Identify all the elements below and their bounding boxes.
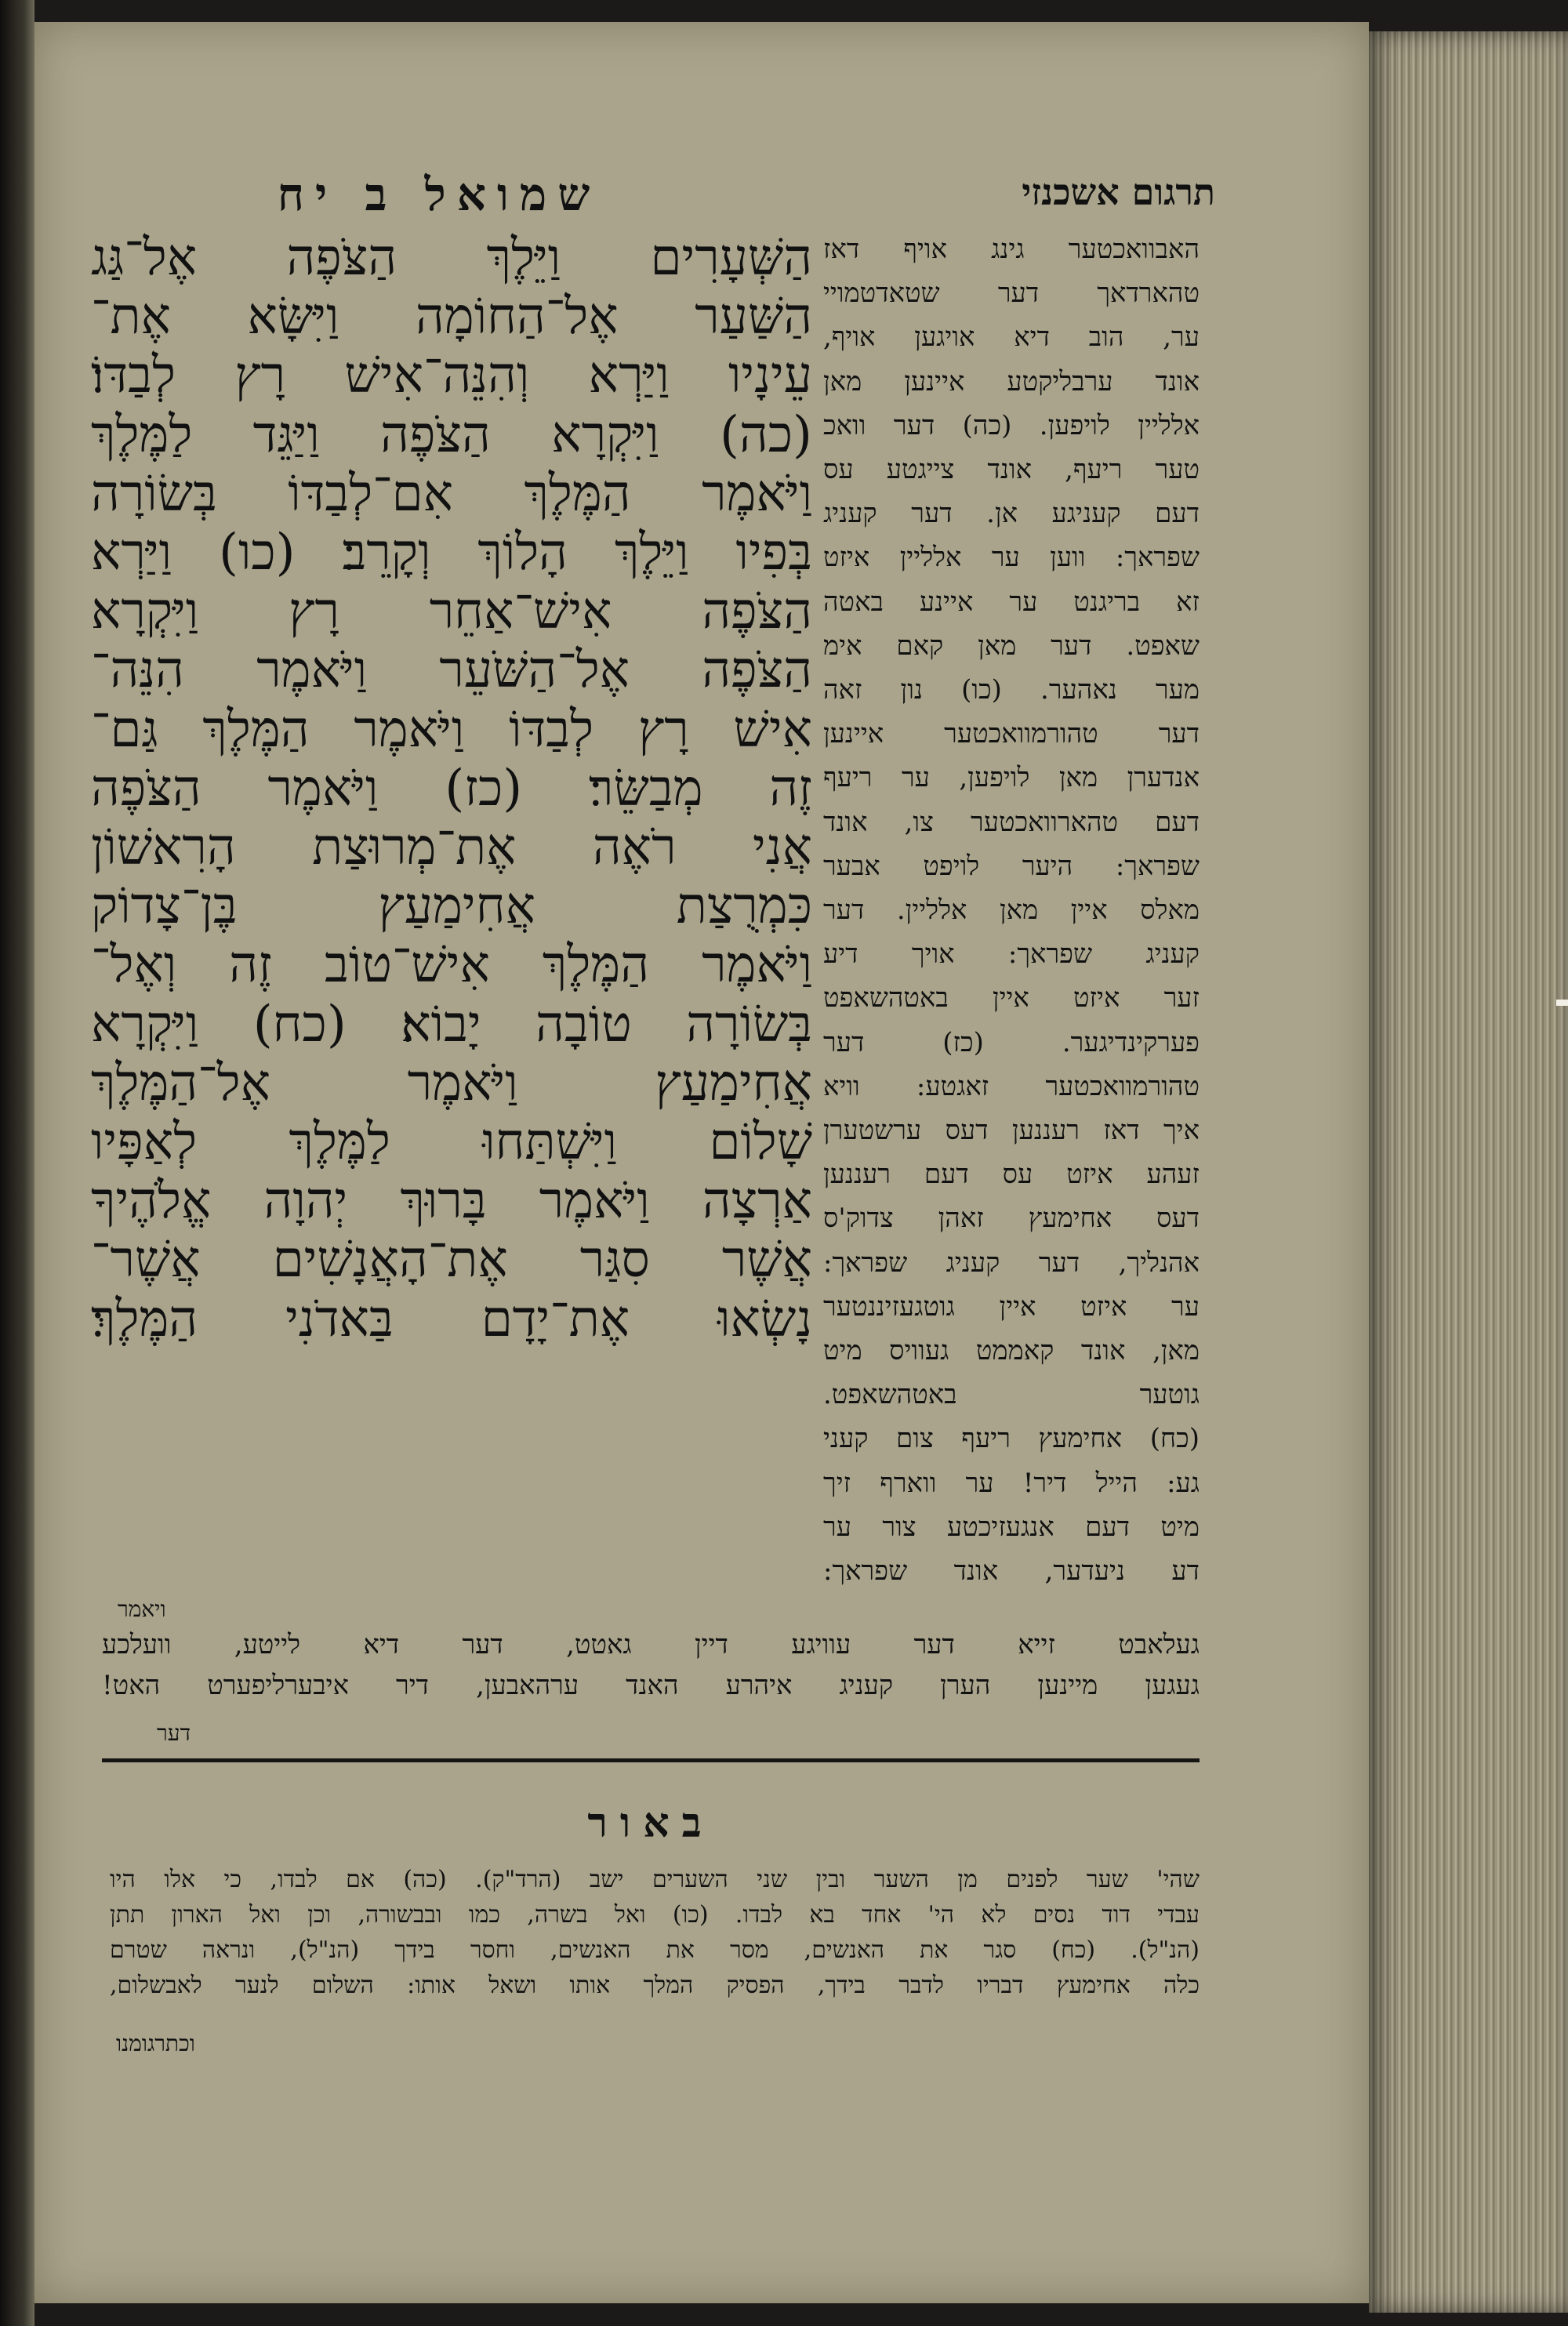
hebrew-line: אֲחִימַעַץ וַיֹּאמֶר אֶל־הַמֶּלֶךְ	[91, 1054, 812, 1112]
translation-continuation-line: געגען מיינען הערן קעניג איהרע האנד ערהאבען, דיר איבערליפערט האט!	[102, 1670, 1200, 1701]
translation-line: שפראך: ווען ער אלליין איזט	[823, 542, 1200, 574]
hebrew-line: אֲשֶׁר סִגַּר אֶת־הָאֲנָשִׁים אֲשֶׁר־	[91, 1231, 812, 1290]
translation-line: מאן, אונד קאממט געוויס מיט	[823, 1335, 1200, 1367]
translation-continuation-line: געלאבט זייא דער עוויגע דיין גאטט, דער דיא לייטע, וועלכע	[102, 1629, 1200, 1660]
commentary-line: עבדי דוד נסים לא הי' אחד בא לבדו. (כו) ואל בשרה, כמו ובבשורה, וכן ואל הארון תתן	[110, 1901, 1200, 1929]
hebrew-line: אִישׁ רָץ לְבַדּוֹ וַיֹּאמֶר הַמֶּלֶךְ גַּם־	[91, 700, 812, 759]
translation-line: גע: הייל דיר! ער ווארף זיך	[823, 1467, 1200, 1499]
translation-line: פערקינדיגער. (כז) דער	[823, 1026, 1200, 1058]
hebrew-catchword: ויאמר	[118, 1596, 166, 1622]
commentary-line: (הנ"ל). (כח) סגר את האנשים, מסר את האנשים, וחסר בידך (הנ"ל), ונראה שטרם	[110, 1936, 1200, 1964]
translation-line: טהורמוואכטער זאגטע: וויא	[823, 1070, 1200, 1102]
translation-line: ער, הוב דיא אויגען אויף,	[823, 321, 1200, 354]
translation-line: ער איזט איין גוטגעזיננטער	[823, 1290, 1200, 1323]
translation-line: מער נאהער. (כו) נון זאה	[823, 674, 1200, 706]
translation-line: אונד ערבליקטע איינען מאן	[823, 365, 1200, 397]
translation-line: טהארדאך דער שטאדטמויי	[823, 278, 1200, 310]
running-head: שמואל ב יח	[277, 168, 601, 221]
translation-line: (כח) אחימעץ ריעף צום קעני	[823, 1423, 1200, 1455]
commentary-catchword: וכתרגומנו	[116, 2030, 195, 2056]
section-divider	[102, 1758, 1200, 1762]
hebrew-line: הַשַּׁעַר אֶל־הַחוֹמָה וַיִּשָּׂא אֶת־	[91, 288, 812, 347]
translation-line: זעהע איזט עס דעם רעננען	[823, 1159, 1200, 1191]
paper-tab	[1556, 1000, 1568, 1006]
translation-line: דע ניעדער, אונד שפראך:	[823, 1555, 1200, 1588]
hebrew-line: עֵינָיו וַיַּרְא וְהִנֵּה־אִישׁ רָץ לְבַדּוֹ׃	[91, 347, 812, 405]
translation-line: קעניג שפראך: אויך דיע	[823, 938, 1200, 971]
hebrew-line: הַשְּׁעָרִים וַיֵּלֶךְ הַצֹּפֶה אֶל־גַּג	[91, 229, 812, 287]
hebrew-line: אֲנִי רֹאֶה אֶת־מְרוּצַת הָרִאשׁוֹן	[91, 818, 812, 877]
book-spine	[0, 0, 34, 2326]
translation-catchword: דער	[157, 1720, 191, 1746]
hebrew-line: כִּמְרֻצַת אֲחִימַעַץ בֶּן־צָדוֹק	[91, 877, 812, 936]
hebrew-line: נָשְׂאוּ אֶת־יָדָם בַּאדֹנִי הַמֶּלֶךְ׃	[91, 1290, 812, 1348]
hebrew-line: אַרְצָה וַיֹּאמֶר בָּרוּךְ יְהוָה אֱלֹהֶיךָ	[91, 1172, 812, 1231]
translation-line: האבוואכטער גינג אויף דאז	[823, 234, 1200, 265]
hebrew-line: שָׁלוֹם וַיִּשְׁתַּחוּ לַמֶּלֶךְ לְאַפָּיו	[91, 1113, 812, 1172]
hebrew-text-column	[91, 229, 812, 1349]
page-edges	[1369, 31, 1568, 2313]
translation-line: זא בריגנט ער איינע באטה	[823, 586, 1200, 618]
commentary-line: כלה אחימעץ דבריו לדבר בידך, הפסיק המלך אותו ושאל אותו: השלום לנער לאבשלום,	[110, 1972, 1200, 1999]
hebrew-line: וַיֹּאמֶר הַמֶּלֶךְ אִישׁ־טוֹב זֶה וְאֶל־	[91, 936, 812, 995]
hebrew-line: הַצֹּפֶה אִישׁ־אַחֵר רָץ וַיִּקְרָא	[91, 582, 812, 641]
hebrew-line: בְּשׂוֹרָה טוֹבָה יָבוֹא׃ (כח) וַיִּקְרָא	[91, 995, 812, 1054]
translation-line: דעם טהארוואכטער צו, אונד	[823, 806, 1200, 838]
translation-column	[823, 227, 1200, 1593]
translation-line: אנדערן מאן לויפען, ער ריעף	[823, 762, 1200, 794]
translation-line: שאפט. דער מאן קאם אימ	[823, 630, 1200, 662]
translation-line: דעס אחימעץ זאהן צדוק'ס	[823, 1203, 1200, 1235]
hebrew-line: בְּפִיו וַיֵּלֶךְ הָלוֹךְ וְקָרֵב׃ (כו) וַיַּרְא	[91, 524, 812, 582]
hebrew-line: (כה) וַיִּקְרָא הַצֹּפֶה וַיַּגֵּד לַמֶּלֶךְ	[91, 405, 812, 464]
translation-line: גוטער באטהשאפט.	[823, 1379, 1200, 1411]
commentary-title: באור	[587, 1799, 714, 1847]
translation-line: אלליין לויפען. (כה) דער וואכ	[823, 409, 1200, 441]
translation-line: איך דאז רעננען דעס ערשטערן	[823, 1115, 1200, 1147]
commentary-line: שהי' שער לפנים מן השער ובין שני השערים ישב (הרד"ק). (כה) אם לבדו, כי אלו היו	[110, 1866, 1200, 1893]
translation-line: אהנליך, דער קעניג שפראך:	[823, 1246, 1200, 1279]
hebrew-line: הַצֹּפֶה אֶל־הַשֹּׁעֵר וַיֹּאמֶר הִנֵּה־	[91, 641, 812, 700]
translation-line: מאלס איין מאן אלליין. דער	[823, 894, 1200, 927]
hebrew-line: וַיֹּאמֶר הַמֶּלֶךְ אִם־לְבַדּוֹ בְּשׂוֹרָה	[91, 464, 812, 523]
translation-line: טער ריעף, אונד צייגטע עס	[823, 454, 1200, 486]
translation-line: דער טהורמוואכטער איינען	[823, 718, 1200, 750]
translation-header: תרגום אשכנזי	[1022, 171, 1215, 213]
translation-line: דעם קעניגע אן. דער קעניג	[823, 498, 1200, 530]
hebrew-line: זֶה מְבַשֵּׂר׃ (כז) וַיֹּאמֶר הַצֹּפֶה	[91, 759, 812, 818]
commentary-column	[110, 1862, 1200, 2003]
translation-line: זער איזט איין באטהשאפט	[823, 982, 1200, 1014]
translation-line: מיט דעם אנגעזיכטע צור ער	[823, 1511, 1200, 1543]
translation-line: שפראך: היער לויפט אבער	[823, 850, 1200, 882]
